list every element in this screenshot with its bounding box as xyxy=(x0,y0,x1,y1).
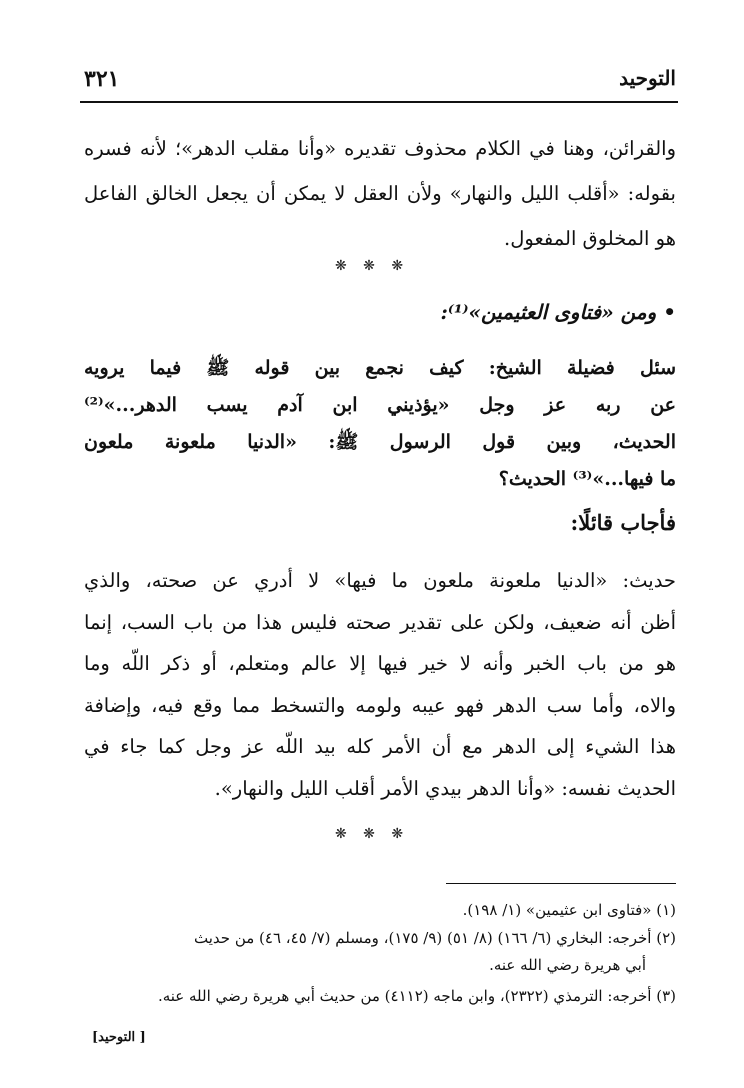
text-line: حديث: «الدنيا ملعونة ملعون ما فيها» لا أدري عن صحته، والذي xyxy=(84,569,676,592)
text-line: الحديث نفسه: «وأنا الدهر بيدي الأمر أقلب الليل والنهار». xyxy=(214,776,676,800)
text-line: ما فيها...»⁽³⁾ الحديث؟ xyxy=(498,468,676,490)
paragraph-intro xyxy=(84,126,676,261)
text-line: هو من باب الخبر وأنه لا خير فيها إلا عالم ومتعلم، أو ذكر اللّه وما xyxy=(84,652,676,675)
text-line: أظن أنه ضعيف، ولكن على تقدير صحته فليس هذا من باب السب، إنما xyxy=(84,610,676,634)
footnote-1: (١) «فتاوى ابن عثيمين» (١/ ١٩٨). xyxy=(462,901,676,919)
text-line: هذا الشيء إلى الدهر مع أن الأمر كله بيد اللّه عز وجل كما جاء في xyxy=(84,735,676,758)
text-line: والاه، وأما سب الدهر فهو عيبه ولومه والتسخط مما وقع فيه، وإضافة xyxy=(84,693,676,717)
footnote-2-continuation: أبي هريرة رضي الله عنه. xyxy=(489,956,646,974)
page-number: ٣٢١ xyxy=(84,66,120,92)
text-line: هو المخلوق المفعول. xyxy=(504,227,676,250)
text-line: سئل فضيلة الشيخ: كيف نجمع بين قوله ﷺ فيما يرويه xyxy=(84,357,676,379)
section-separator: ❋ ❋ ❋ xyxy=(334,258,410,274)
answer-heading: فأجاب قائلًا: xyxy=(570,510,676,535)
footnote-rule xyxy=(446,883,676,884)
text-line: عن ربه عز وجل «يؤذيني ابن آدم يسب الدهر...»⁽²⁾ xyxy=(84,394,676,416)
running-title: التوحيد xyxy=(619,66,676,90)
question-paragraph xyxy=(84,350,676,498)
text-line: بقوله: «أقلب الليل والنهار» ولأن العقل لا يمكن أن يجعل الخالق الفاعل xyxy=(84,182,676,205)
section-separator: ❋ ❋ ❋ xyxy=(334,826,410,842)
text-line: الحديث، وبين قول الرسول ﷺ: «الدنيا ملعونة ملعون xyxy=(84,431,676,453)
header-rule xyxy=(80,101,678,103)
footer-book-tag: [ التوحيد] xyxy=(92,1030,146,1045)
source-heading: • ومن «فتاوى العثيمين»⁽¹⁾: xyxy=(440,300,676,324)
text-line: والقرائن، وهنا في الكلام محذوف تقديره «وأنا مقلب الدهر»؛ لأنه فسره xyxy=(84,137,676,160)
answer-paragraph xyxy=(84,560,676,809)
footnote-2: (٢) أخرجه: البخاري (٦/ ١٦٦) (٨/ ٥١) (٩/ ١٧٥)، ومسلم (٧/ ٤٥، ٤٦) من حديث xyxy=(194,929,676,947)
footnote-3: (٣) أخرجه: الترمذي (٢٣٢٢)، وابن ماجه (٤١١٢) من حديث أبي هريرة رضي الله عنه. xyxy=(157,987,676,1005)
